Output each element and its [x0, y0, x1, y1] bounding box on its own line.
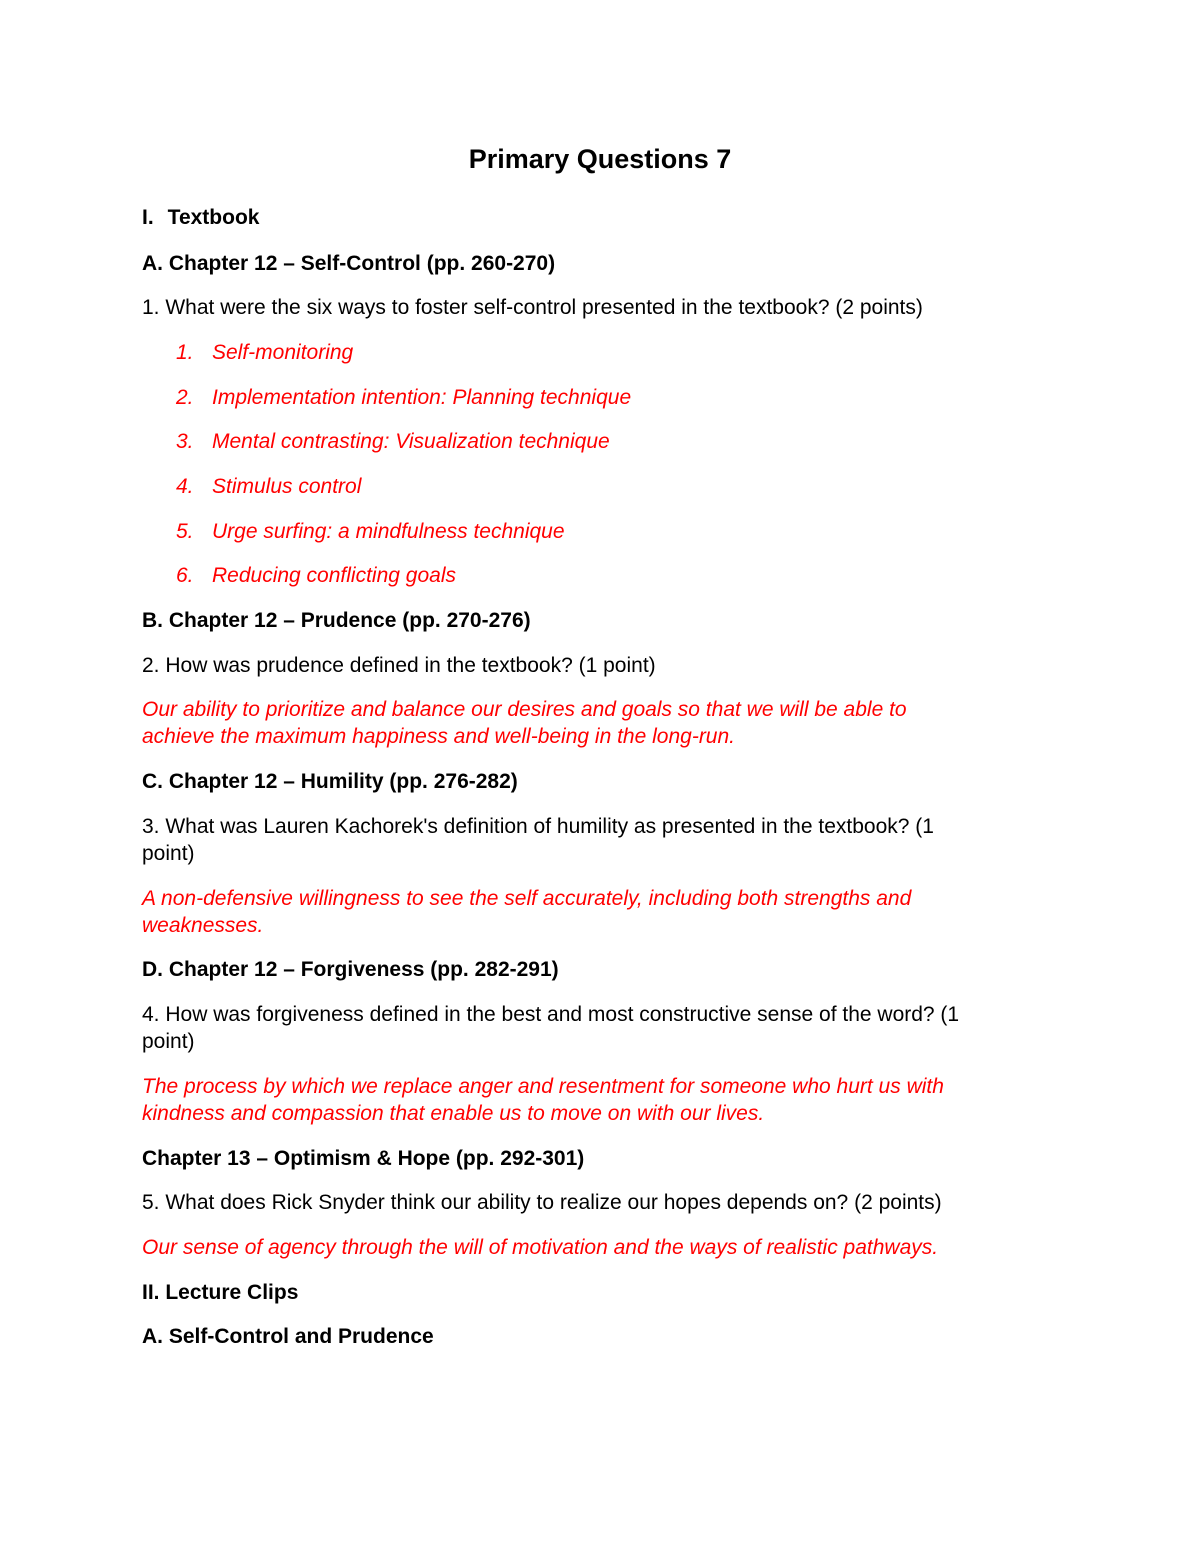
part-a-heading: A. Chapter 12 – Self-Control (pp. 260-270)	[142, 252, 556, 275]
section-heading-lecture-clips: II. Lecture Clips	[142, 1281, 299, 1304]
list-text: Mental contrasting: Visualization technique	[212, 430, 610, 453]
answer-4-line-1: The process by which we replace anger and resentment for someone who hurt us with	[142, 1075, 944, 1098]
question-4-line-2: point)	[142, 1030, 195, 1053]
part-b-heading: B. Chapter 12 – Prudence (pp. 270-276)	[142, 609, 531, 632]
answer-5: Our sense of agency through the will of motivation and the ways of realistic pathways.	[142, 1236, 939, 1259]
list-number: 4.	[176, 475, 194, 498]
answer-3-line-2: weaknesses.	[142, 914, 264, 937]
list-text: Reducing conflicting goals	[212, 564, 456, 587]
part-c-heading: C. Chapter 12 – Humility (pp. 276-282)	[142, 770, 518, 793]
list-number: 2.	[176, 386, 194, 409]
part-d-heading: D. Chapter 12 – Forgiveness (pp. 282-291)	[142, 958, 559, 981]
section-title: Textbook	[167, 206, 260, 229]
lecture-subheading: A. Self-Control and Prudence	[142, 1325, 434, 1348]
document-title: Primary Questions 7	[468, 144, 732, 174]
question-3-line-2: point)	[142, 842, 195, 865]
section-heading-textbook	[142, 204, 259, 231]
chapter-13-heading: Chapter 13 – Optimism & Hope (pp. 292-301)	[142, 1147, 585, 1170]
question-3-line-1: 3. What was Lauren Kachorek's definition of humility as presented in the textbook? (1	[142, 815, 934, 838]
question-1: 1. What were the six ways to foster self-control presented in the textbook? (2 points)	[142, 296, 923, 319]
list-number: 5.	[176, 520, 194, 543]
list-number: 3.	[176, 430, 194, 453]
question-2: 2. How was prudence defined in the textbook? (1 point)	[142, 654, 656, 677]
answer-4-line-2: kindness and compassion that enable us to move on with our lives.	[142, 1102, 765, 1125]
list-text: Implementation intention: Planning technique	[212, 386, 632, 409]
list-number: 1.	[176, 341, 194, 364]
answer-2-line-1: Our ability to prioritize and balance our desires and goals so that we will be able to	[142, 698, 907, 721]
section-number: I.	[142, 206, 154, 229]
question-5: 5. What does Rick Snyder think our ability to realize our hopes depends on? (2 points)	[142, 1191, 942, 1214]
list-text: Stimulus control	[212, 475, 362, 498]
list-text: Urge surfing: a mindfulness technique	[212, 520, 565, 543]
answer-2-line-2: achieve the maximum happiness and well-being in the long-run.	[142, 725, 736, 748]
answer-3-line-1: A non-defensive willingness to see the self accurately, including both strengths and	[142, 887, 912, 910]
list-number: 6.	[176, 564, 194, 587]
question-4-line-1: 4. How was forgiveness defined in the best and most constructive sense of the word? (1	[142, 1003, 960, 1026]
list-text: Self-monitoring	[212, 341, 354, 364]
